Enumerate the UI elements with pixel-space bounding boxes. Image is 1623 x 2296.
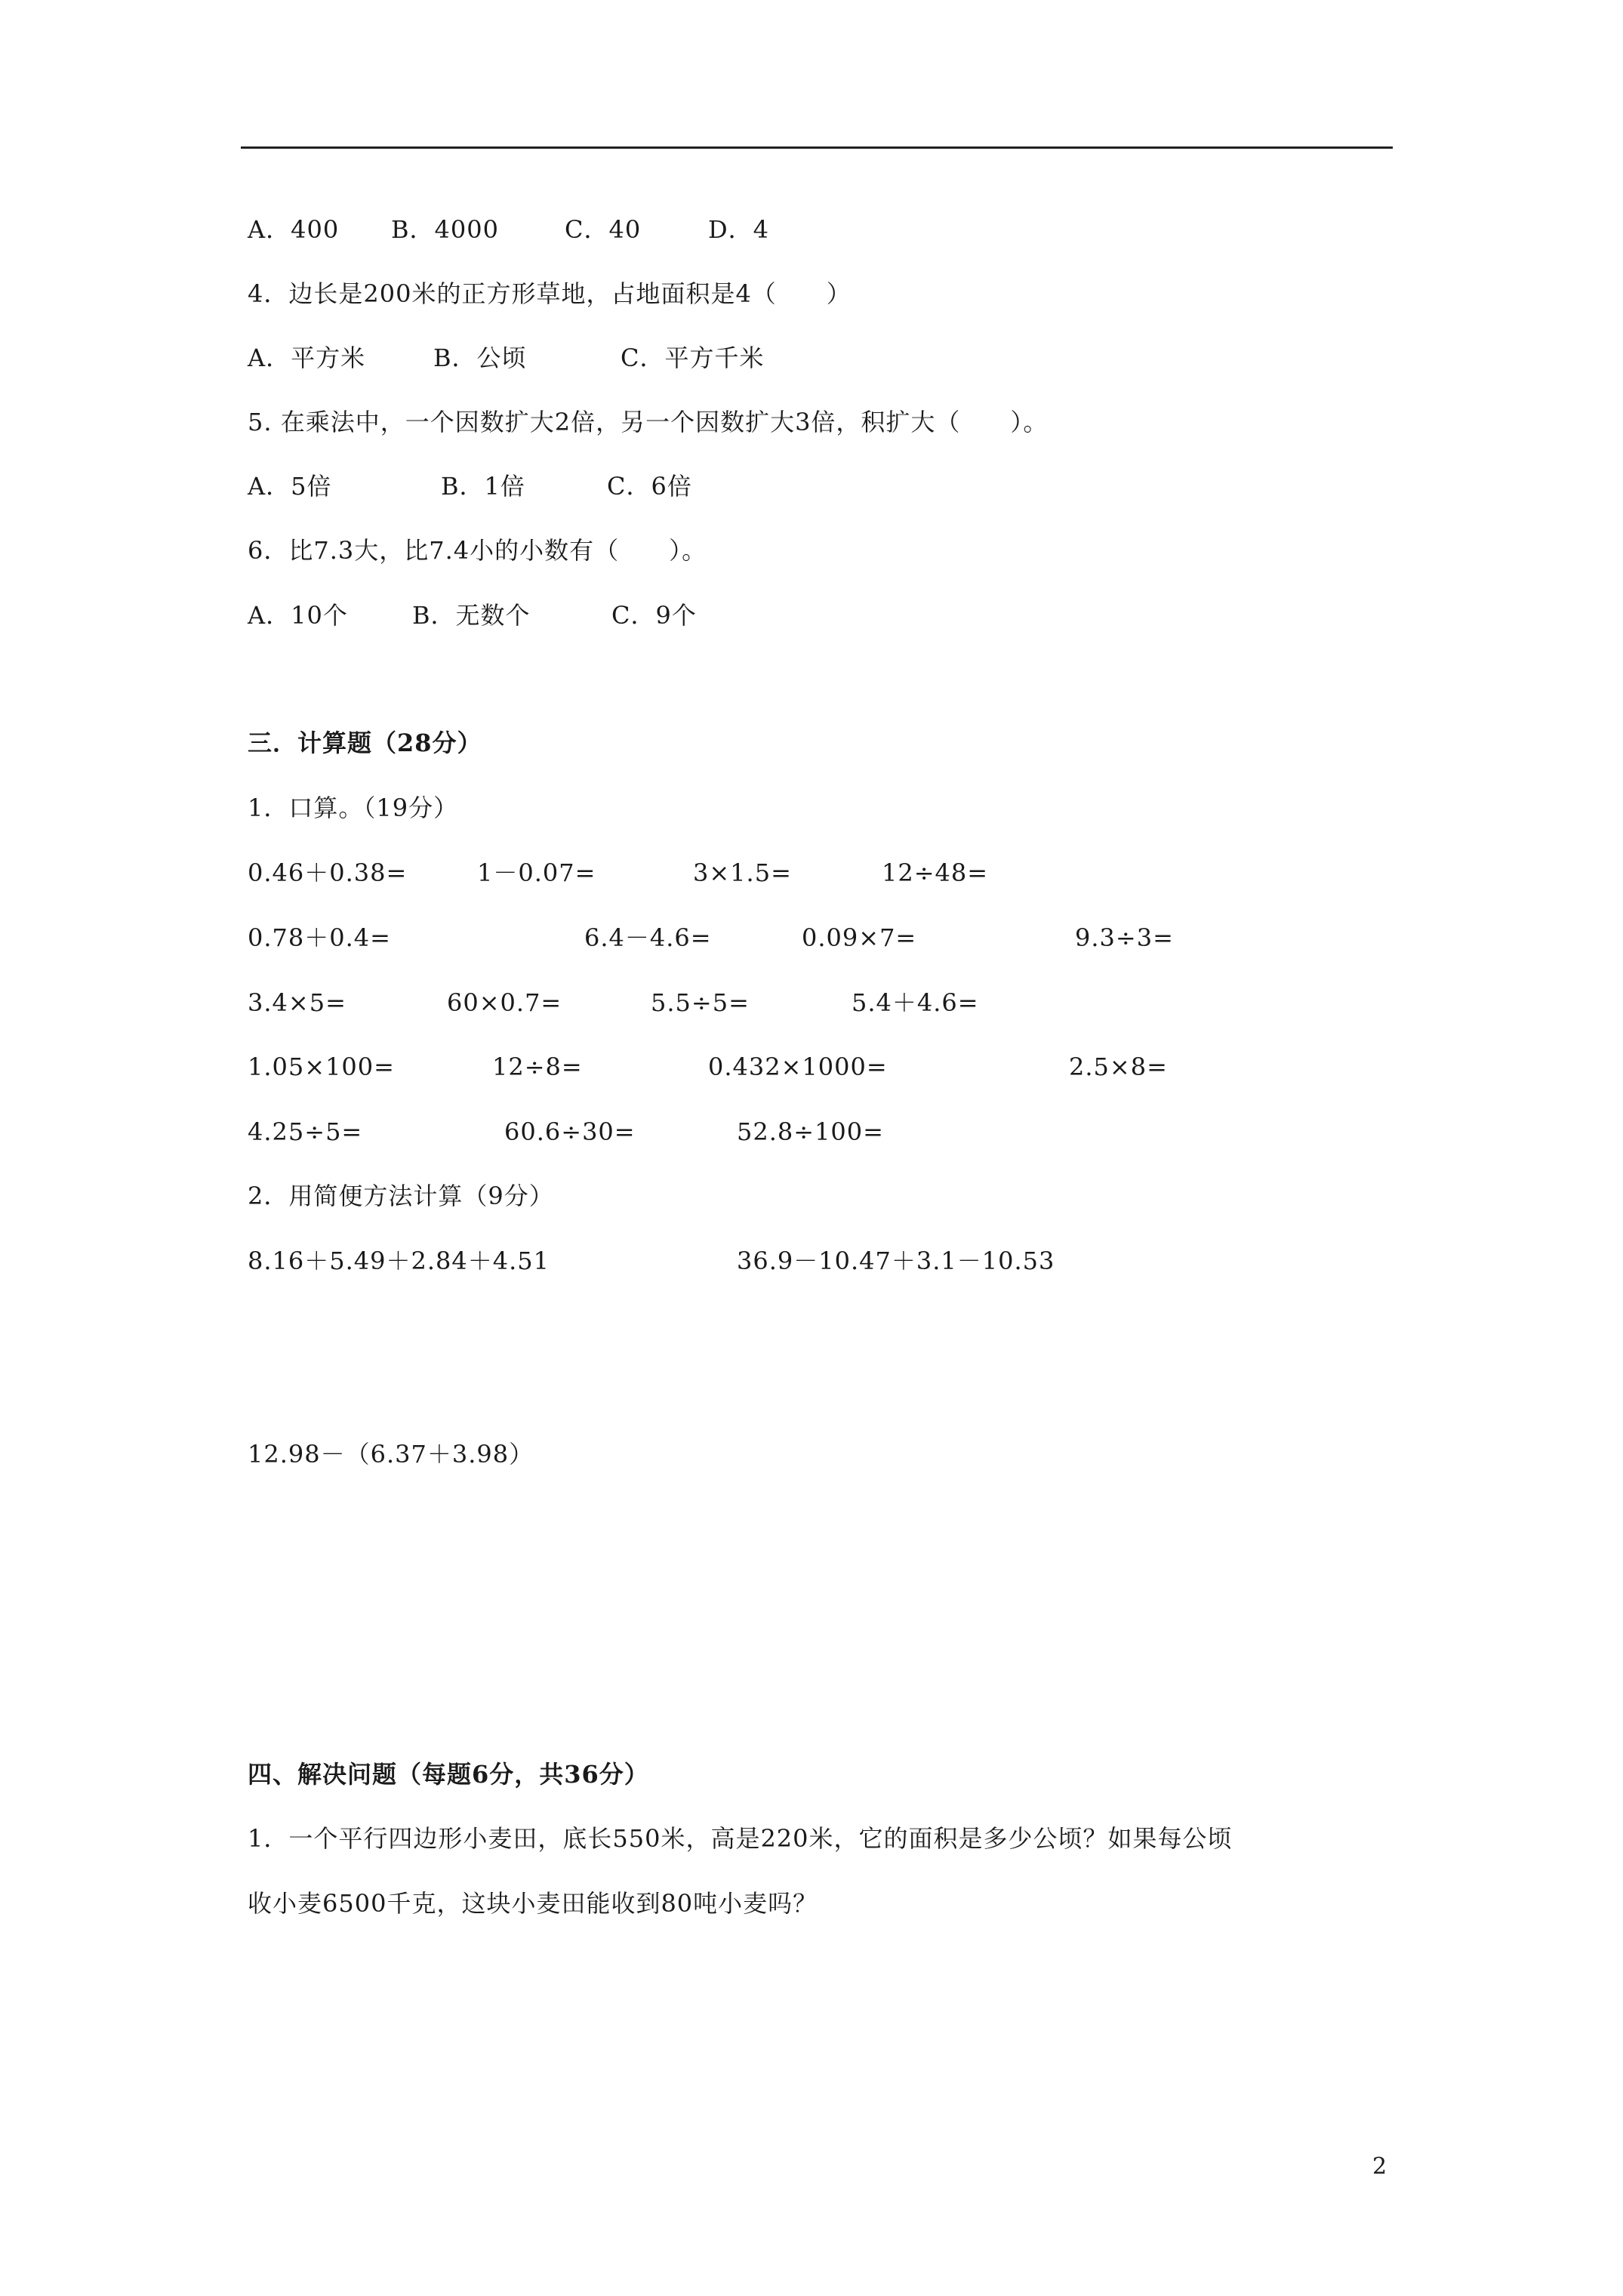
simplify-item: 8.16＋5.49＋2.84＋4.51 bbox=[248, 1247, 550, 1275]
oral-calc-item: 5.4＋4.6= bbox=[852, 988, 979, 1017]
section4-title: 四、解决问题（每题6分，共36分） bbox=[248, 1760, 649, 1789]
page-number: 2 bbox=[1372, 2153, 1387, 2180]
q4-option-a: A．平方米 bbox=[248, 344, 366, 372]
oral-calc-item: 9.3÷3= bbox=[1075, 923, 1174, 952]
section4-q1-line1: 1．一个平行四边形小麦田，底长550米，高是220米，它的面积是多少公顷？如果每公顷 bbox=[248, 1824, 1233, 1853]
q5-option-a: A．5倍 bbox=[248, 472, 332, 501]
section3-part2-title: 2．用简便方法计算（9分） bbox=[248, 1182, 554, 1210]
q6-stem: 6．比7.3大，比7.4小的小数有（ ）。 bbox=[248, 536, 707, 565]
q4-stem: 4．边长是200米的正方形草地，占地面积是4（ ） bbox=[248, 279, 852, 308]
oral-calc-item: 60×0.7= bbox=[447, 988, 562, 1017]
section4-q1-line2: 收小麦6500千克，这块小麦田能收到80吨小麦吗？ bbox=[248, 1889, 818, 1918]
q3-option-b: B．4000 bbox=[391, 215, 499, 244]
oral-calc-item: 6.4－4.6= bbox=[584, 923, 712, 952]
q6-option-a: A．10个 bbox=[248, 601, 348, 630]
oral-calc-item: 4.25÷5= bbox=[248, 1117, 363, 1146]
oral-calc-item: 52.8÷100= bbox=[737, 1117, 884, 1146]
oral-calc-item: 3.4×5= bbox=[248, 988, 346, 1017]
q5-stem: 5. 在乘法中，一个因数扩大2倍，另一个因数扩大3倍，积扩大（ ）。 bbox=[248, 408, 1049, 436]
simplify-item: 12.98－（6.37＋3.98） bbox=[248, 1440, 534, 1469]
oral-calc-item: 0.09×7= bbox=[802, 923, 917, 952]
q3-option-d: D．4 bbox=[708, 215, 770, 244]
header-rule bbox=[241, 146, 1393, 149]
q6-option-c: C．9个 bbox=[611, 601, 697, 630]
oral-calc-item: 0.78＋0.4= bbox=[248, 923, 391, 952]
q5-option-c: C．6倍 bbox=[607, 472, 692, 501]
oral-calc-item: 12÷8= bbox=[492, 1052, 583, 1081]
q3-option-a: A．400 bbox=[248, 215, 340, 244]
oral-calc-item: 2.5×8= bbox=[1069, 1052, 1168, 1081]
oral-calc-item: 1.05×100= bbox=[248, 1052, 395, 1081]
oral-calc-item: 0.46＋0.38= bbox=[248, 858, 408, 887]
oral-calc-item: 1－0.07= bbox=[477, 858, 596, 887]
oral-calc-item: 3×1.5= bbox=[693, 858, 792, 887]
oral-calc-item: 0.432×1000= bbox=[708, 1052, 888, 1081]
section3-part1-title: 1．口算。（19分） bbox=[248, 794, 459, 822]
q3-option-c: C．40 bbox=[565, 215, 642, 244]
oral-calc-item: 12÷48= bbox=[882, 858, 989, 887]
q6-option-b: B．无数个 bbox=[412, 601, 531, 630]
q5-option-b: B．1倍 bbox=[441, 472, 525, 501]
oral-calc-item: 5.5÷5= bbox=[651, 988, 750, 1017]
section3-title: 三．计算题（28分） bbox=[248, 729, 482, 757]
oral-calc-item: 60.6÷30= bbox=[504, 1117, 636, 1146]
q4-option-b: B．公顷 bbox=[433, 344, 527, 372]
simplify-item: 36.9－10.47＋3.1－10.53 bbox=[737, 1247, 1055, 1275]
q4-option-c: C．平方千米 bbox=[621, 344, 765, 372]
